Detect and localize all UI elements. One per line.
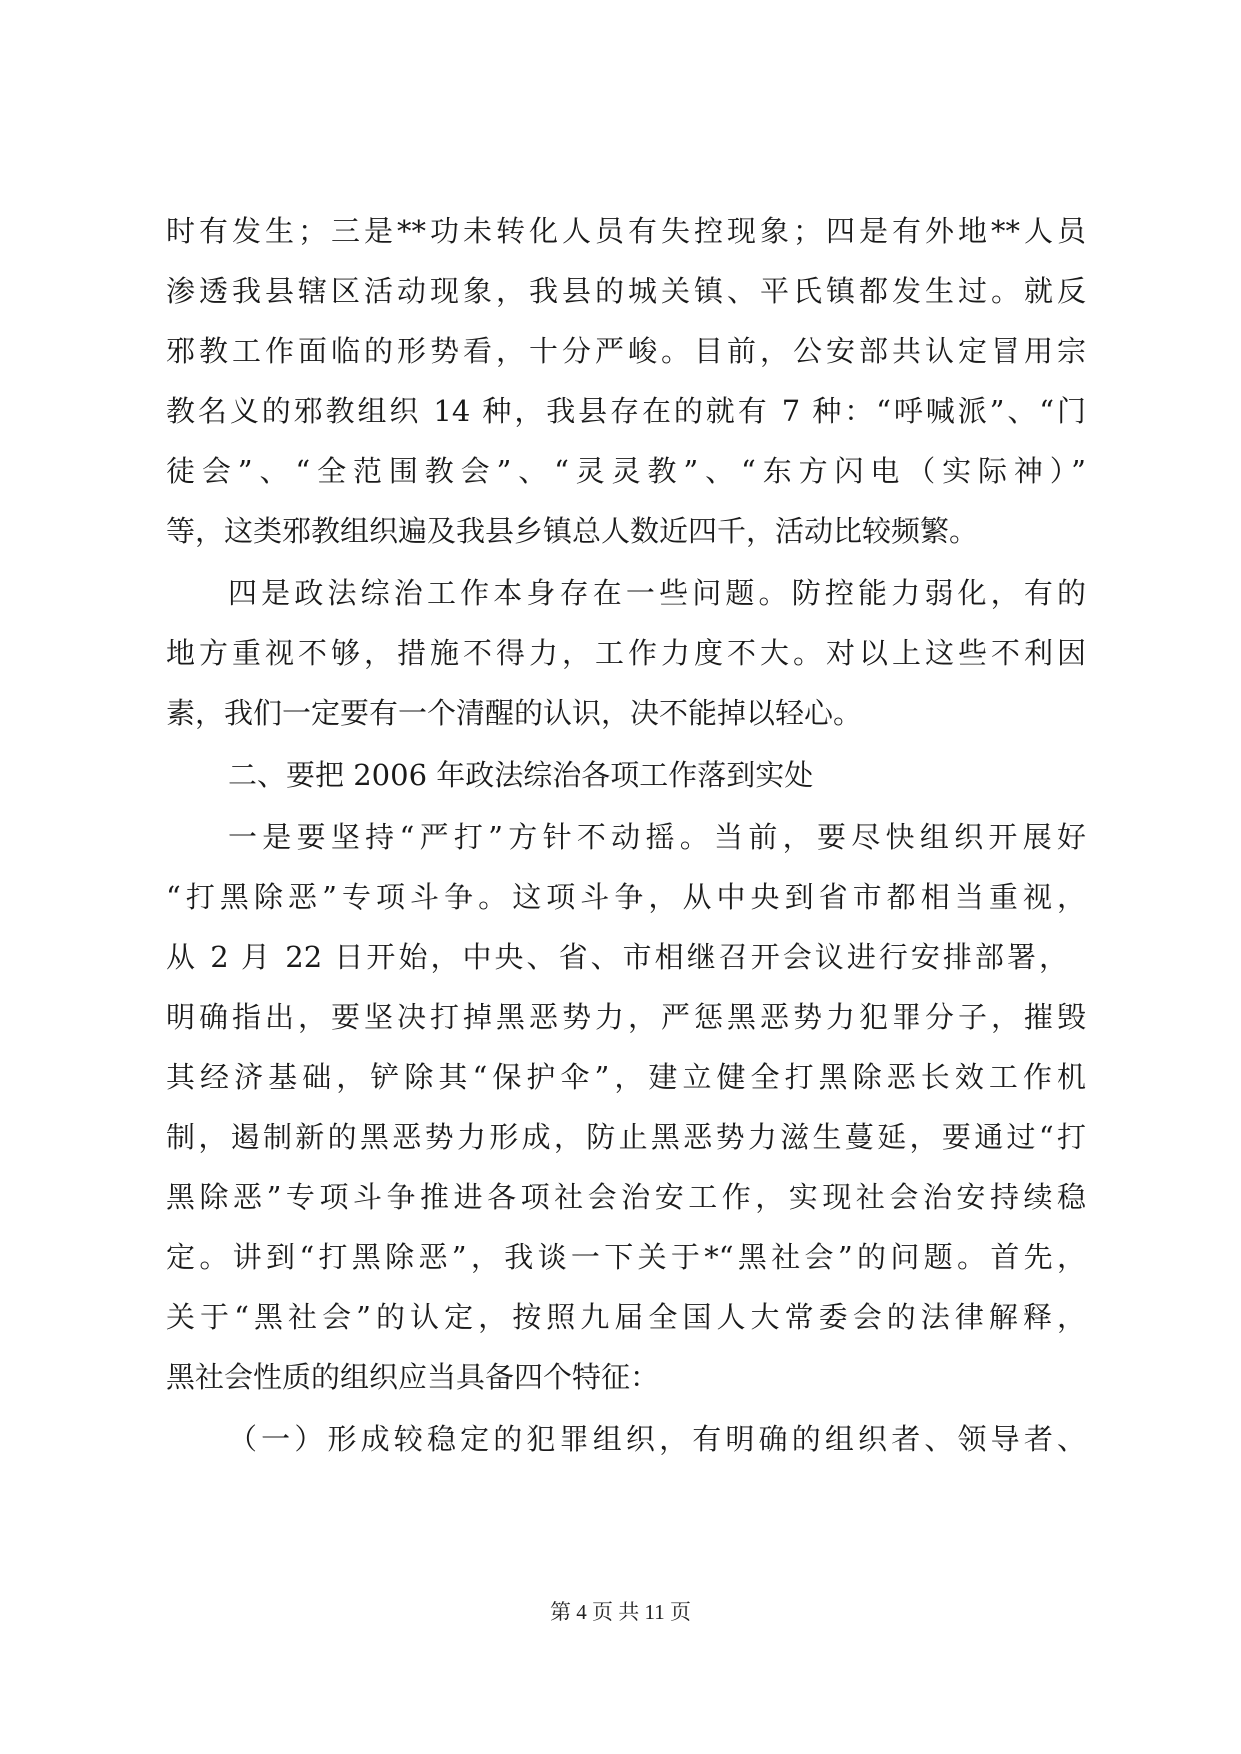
text-line: 教名义的邪教组织 14 种，我县存在的就有 7 种：“呼喊派”、“门 bbox=[166, 394, 1086, 428]
text-line: 黑社会性质的组织应当具备四个特征： bbox=[166, 1360, 660, 1394]
list-item-line: （一）形成较稳定的犯罪组织，有明确的组织者、领导者、 bbox=[228, 1422, 1086, 1456]
text-line: 素，我们一定要有一个清醒的认识，决不能掉以轻心。 bbox=[166, 696, 863, 730]
text-line: 徒会”、“全范围教会”、“灵灵教”、“东方闪电（实际神）” bbox=[166, 454, 1086, 488]
text-line: 从 2 月 22 日开始，中央、省、市相继召开会议进行安排部署， bbox=[166, 940, 1068, 974]
text-line: 时有发生；三是**功未转化人员有失控现象；四是有外地**人员 bbox=[166, 214, 1086, 248]
text-line: 等，这类邪教组织遍及我县乡镇总人数近四千，活动比较频繁。 bbox=[166, 514, 979, 548]
paragraph-start-line: 四是政法综治工作本身存在一些问题。防控能力弱化，有的 bbox=[228, 576, 1086, 610]
page-number: 第 4 页 共 11 页 bbox=[550, 1600, 691, 1624]
text-line: 制，遏制新的黑恶势力形成，防止黑恶势力滋生蔓延，要通过“打 bbox=[166, 1120, 1086, 1154]
text-line: 黑除恶”专项斗争推进各项社会治安工作，实现社会治安持续稳 bbox=[166, 1180, 1086, 1214]
text-line: 渗透我县辖区活动现象，我县的城关镇、平氏镇都发生过。就反 bbox=[166, 274, 1086, 308]
text-line: 定。讲到“打黑除恶”，我谈一下关于*“黑社会”的问题。首先， bbox=[166, 1240, 1086, 1274]
text-line: 地方重视不够，措施不得力，工作力度不大。对以上这些不利因 bbox=[166, 636, 1086, 670]
paragraph-start-line: 一是要坚持“严打”方针不动摇。当前，要尽快组织开展好 bbox=[228, 820, 1086, 854]
text-line: 邪教工作面临的形势看，十分严峻。目前，公安部共认定冒用宗 bbox=[166, 334, 1086, 368]
text-line: “打黑除恶”专项斗争。这项斗争，从中央到省市都相当重视， bbox=[166, 880, 1086, 914]
text-line: 其经济基础，铲除其“保护伞”，建立健全打黑除恶长效工作机 bbox=[166, 1060, 1086, 1094]
text-line: 关于“黑社会”的认定，按照九届全国人大常委会的法律解释， bbox=[166, 1300, 1086, 1334]
text-line: 明确指出，要坚决打掉黑恶势力，严惩黑恶势力犯罪分子，摧毁 bbox=[166, 1000, 1086, 1034]
section-heading: 二、要把 2006 年政法综治各项工作落到实处 bbox=[228, 758, 814, 792]
